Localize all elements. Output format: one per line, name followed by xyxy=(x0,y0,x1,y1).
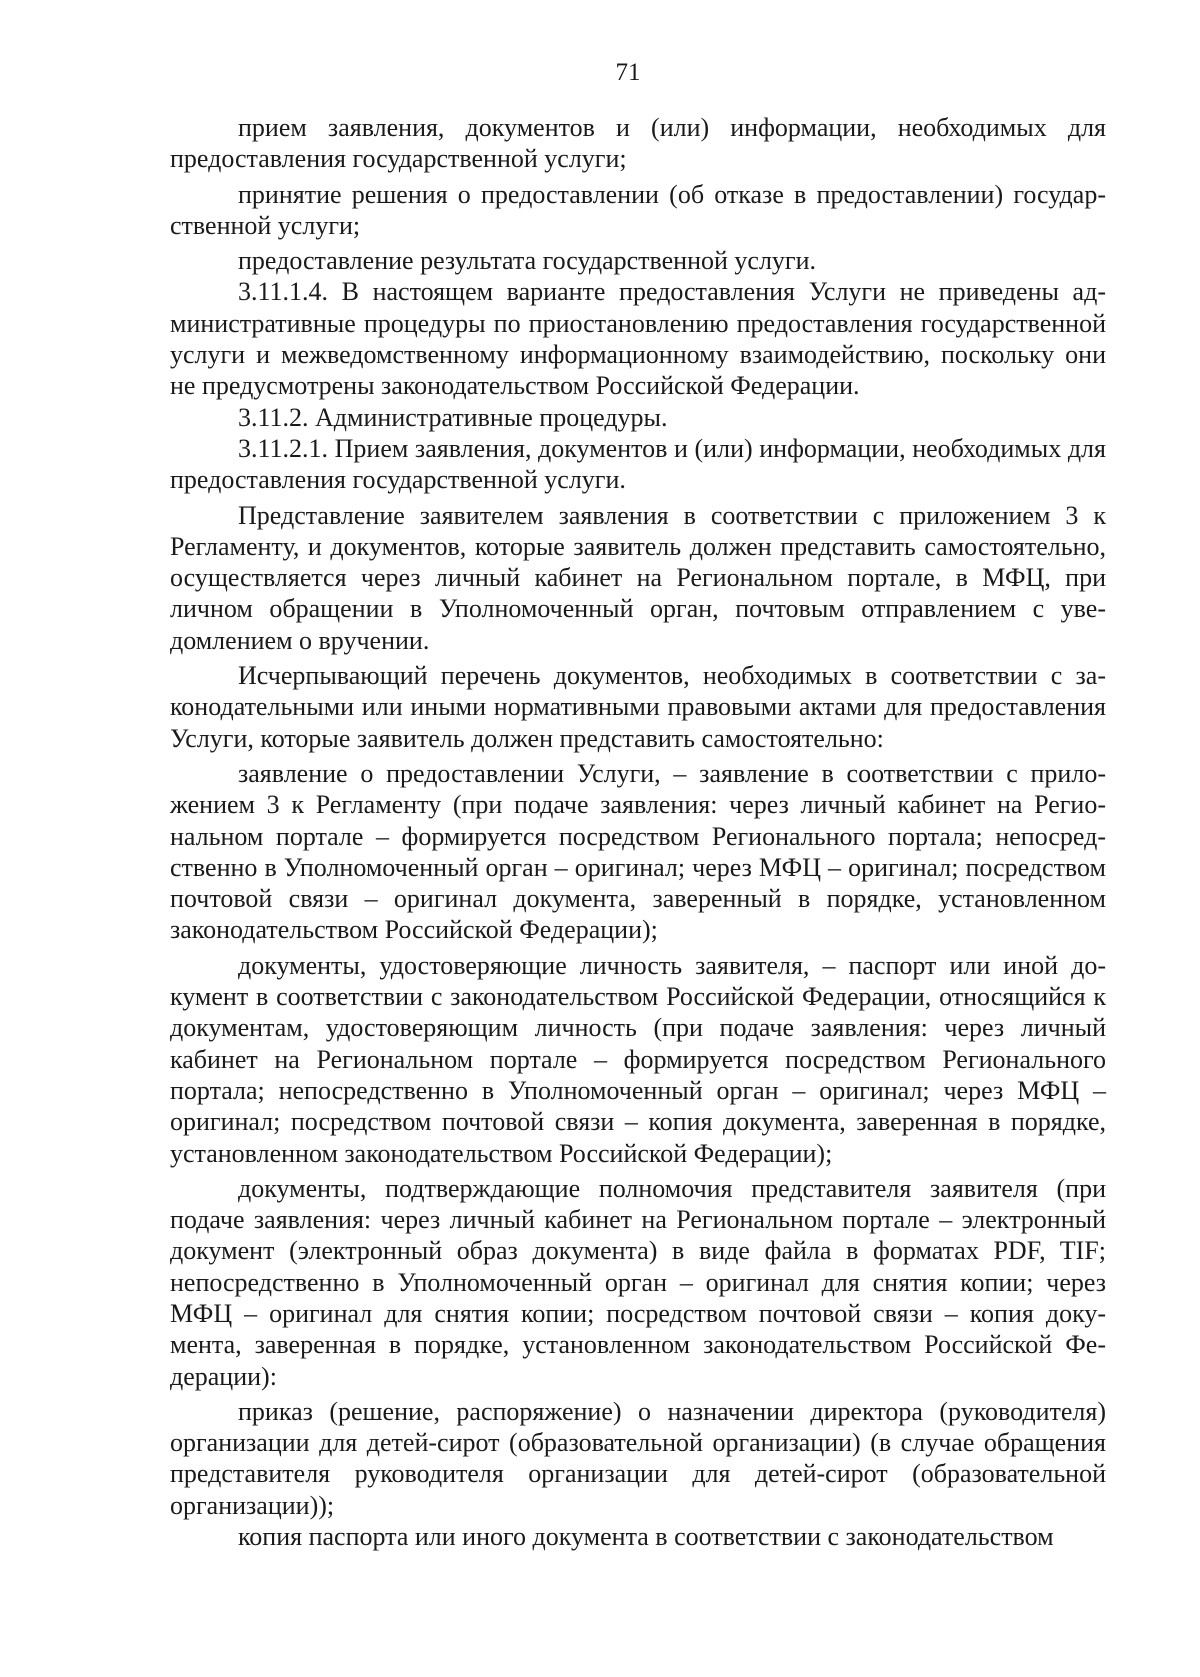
page-number: 71 xyxy=(615,59,641,86)
paragraph-decision-list-item: принятие решения о предоставлении (об отказе в предоставлении) государственной услуги; xyxy=(170,179,1106,240)
paragraph-intake-list-item: прием заявления, документов и (или) информации, необходимых для предоставления государственной услуги; xyxy=(170,113,1106,174)
paragraph-3-11-2-heading: 3.11.2. Административные процедуры. xyxy=(238,402,668,432)
paragraph-3-11-2-1: 3.11.2.1. Прием заявления, документов и (или) информации, необходимых для предоставления государственной услуги. xyxy=(170,433,1106,495)
paragraph-passport-copy: копия паспорта или иного документа в соответствии с законодательством xyxy=(238,1522,1054,1552)
paragraph-documents-list-intro: Исчерпывающий перечень документов, необходимых в соответствии с законодательными или иными нормативными правовыми актами для предоставления Услуги, которые заявитель должен представить самостоятельно: xyxy=(170,661,1106,753)
paragraph-appointment-order: приказ (решение, распоряжение) о назначении директора (руководителя) организации для детей-сирот (образовательной организации) (в случае обращения представителя руководителя организации для детей-сирот (образовательной организации)); xyxy=(170,1396,1106,1520)
paragraph-representative-authority: документы, подтверждающие полномочия представителя заявителя (при подаче заявления: через личный кабинет на Региональном портале – электронный документ (электронный образ документа) в виде файла в форматах PDF, TIF; непосредственно в Уполномоченный орган – оригинал для снятия копии; через МФЦ – оригинал для снятия копии; посредством почтовой связи – копия документа, заверенная в порядке, установленном законодательством Российской Федерации): xyxy=(170,1173,1106,1391)
paragraph-submission-methods: Представление заявителем заявления в соответствии с приложением 3 к Регламенту, и документов, которые заявитель должен представить самостоятельно, осуществляется через личный кабинет на Региональном портале, в МФЦ, при личном обращении в Уполномоченный орган, почтовым отправлением с уведомлением о вручении. xyxy=(170,500,1106,655)
document-body xyxy=(170,112,1106,1552)
paragraph-3-11-1-4: 3.11.1.4. В настоящем варианте предоставления Услуги не приведены административные процедуры по приостановлению предоставления государственной услуги и межведомственному информационному взаимодействию, поскольку они не предусмотрены законодательством Российской Федерации. xyxy=(170,277,1106,401)
paragraph-identity-documents: документы, удостоверяющие личность заявителя, – паспорт или иной документ в соответствии с законодательством Российской Федерации, относящийся к документам, удостоверяющим личность (при подаче заявления: через личный кабинет на Региональном портале – формируется посредством Регионального портала; непосредственно в Уполномоченный орган – оригинал; через МФЦ – оригинал; посредством почтовой связи – копия документа, заверенная в порядке, установленном законодательством Российской Федерации); xyxy=(170,950,1106,1168)
paragraph-application-document: заявление о предоставлении Услуги, – заявление в соответствии с приложением 3 к Регламенту (при подаче заявления: через личный кабинет на Региональном портале – формируется посредством Регионального портала; непосредственно в Уполномоченный орган – оригинал; через МФЦ – оригинал; посредством почтовой связи – оригинал документа, заверенный в порядке, установленном законодательством Российской Федерации); xyxy=(170,758,1106,945)
paragraph-result-list-item: предоставление результата государственной услуги. xyxy=(238,246,817,276)
